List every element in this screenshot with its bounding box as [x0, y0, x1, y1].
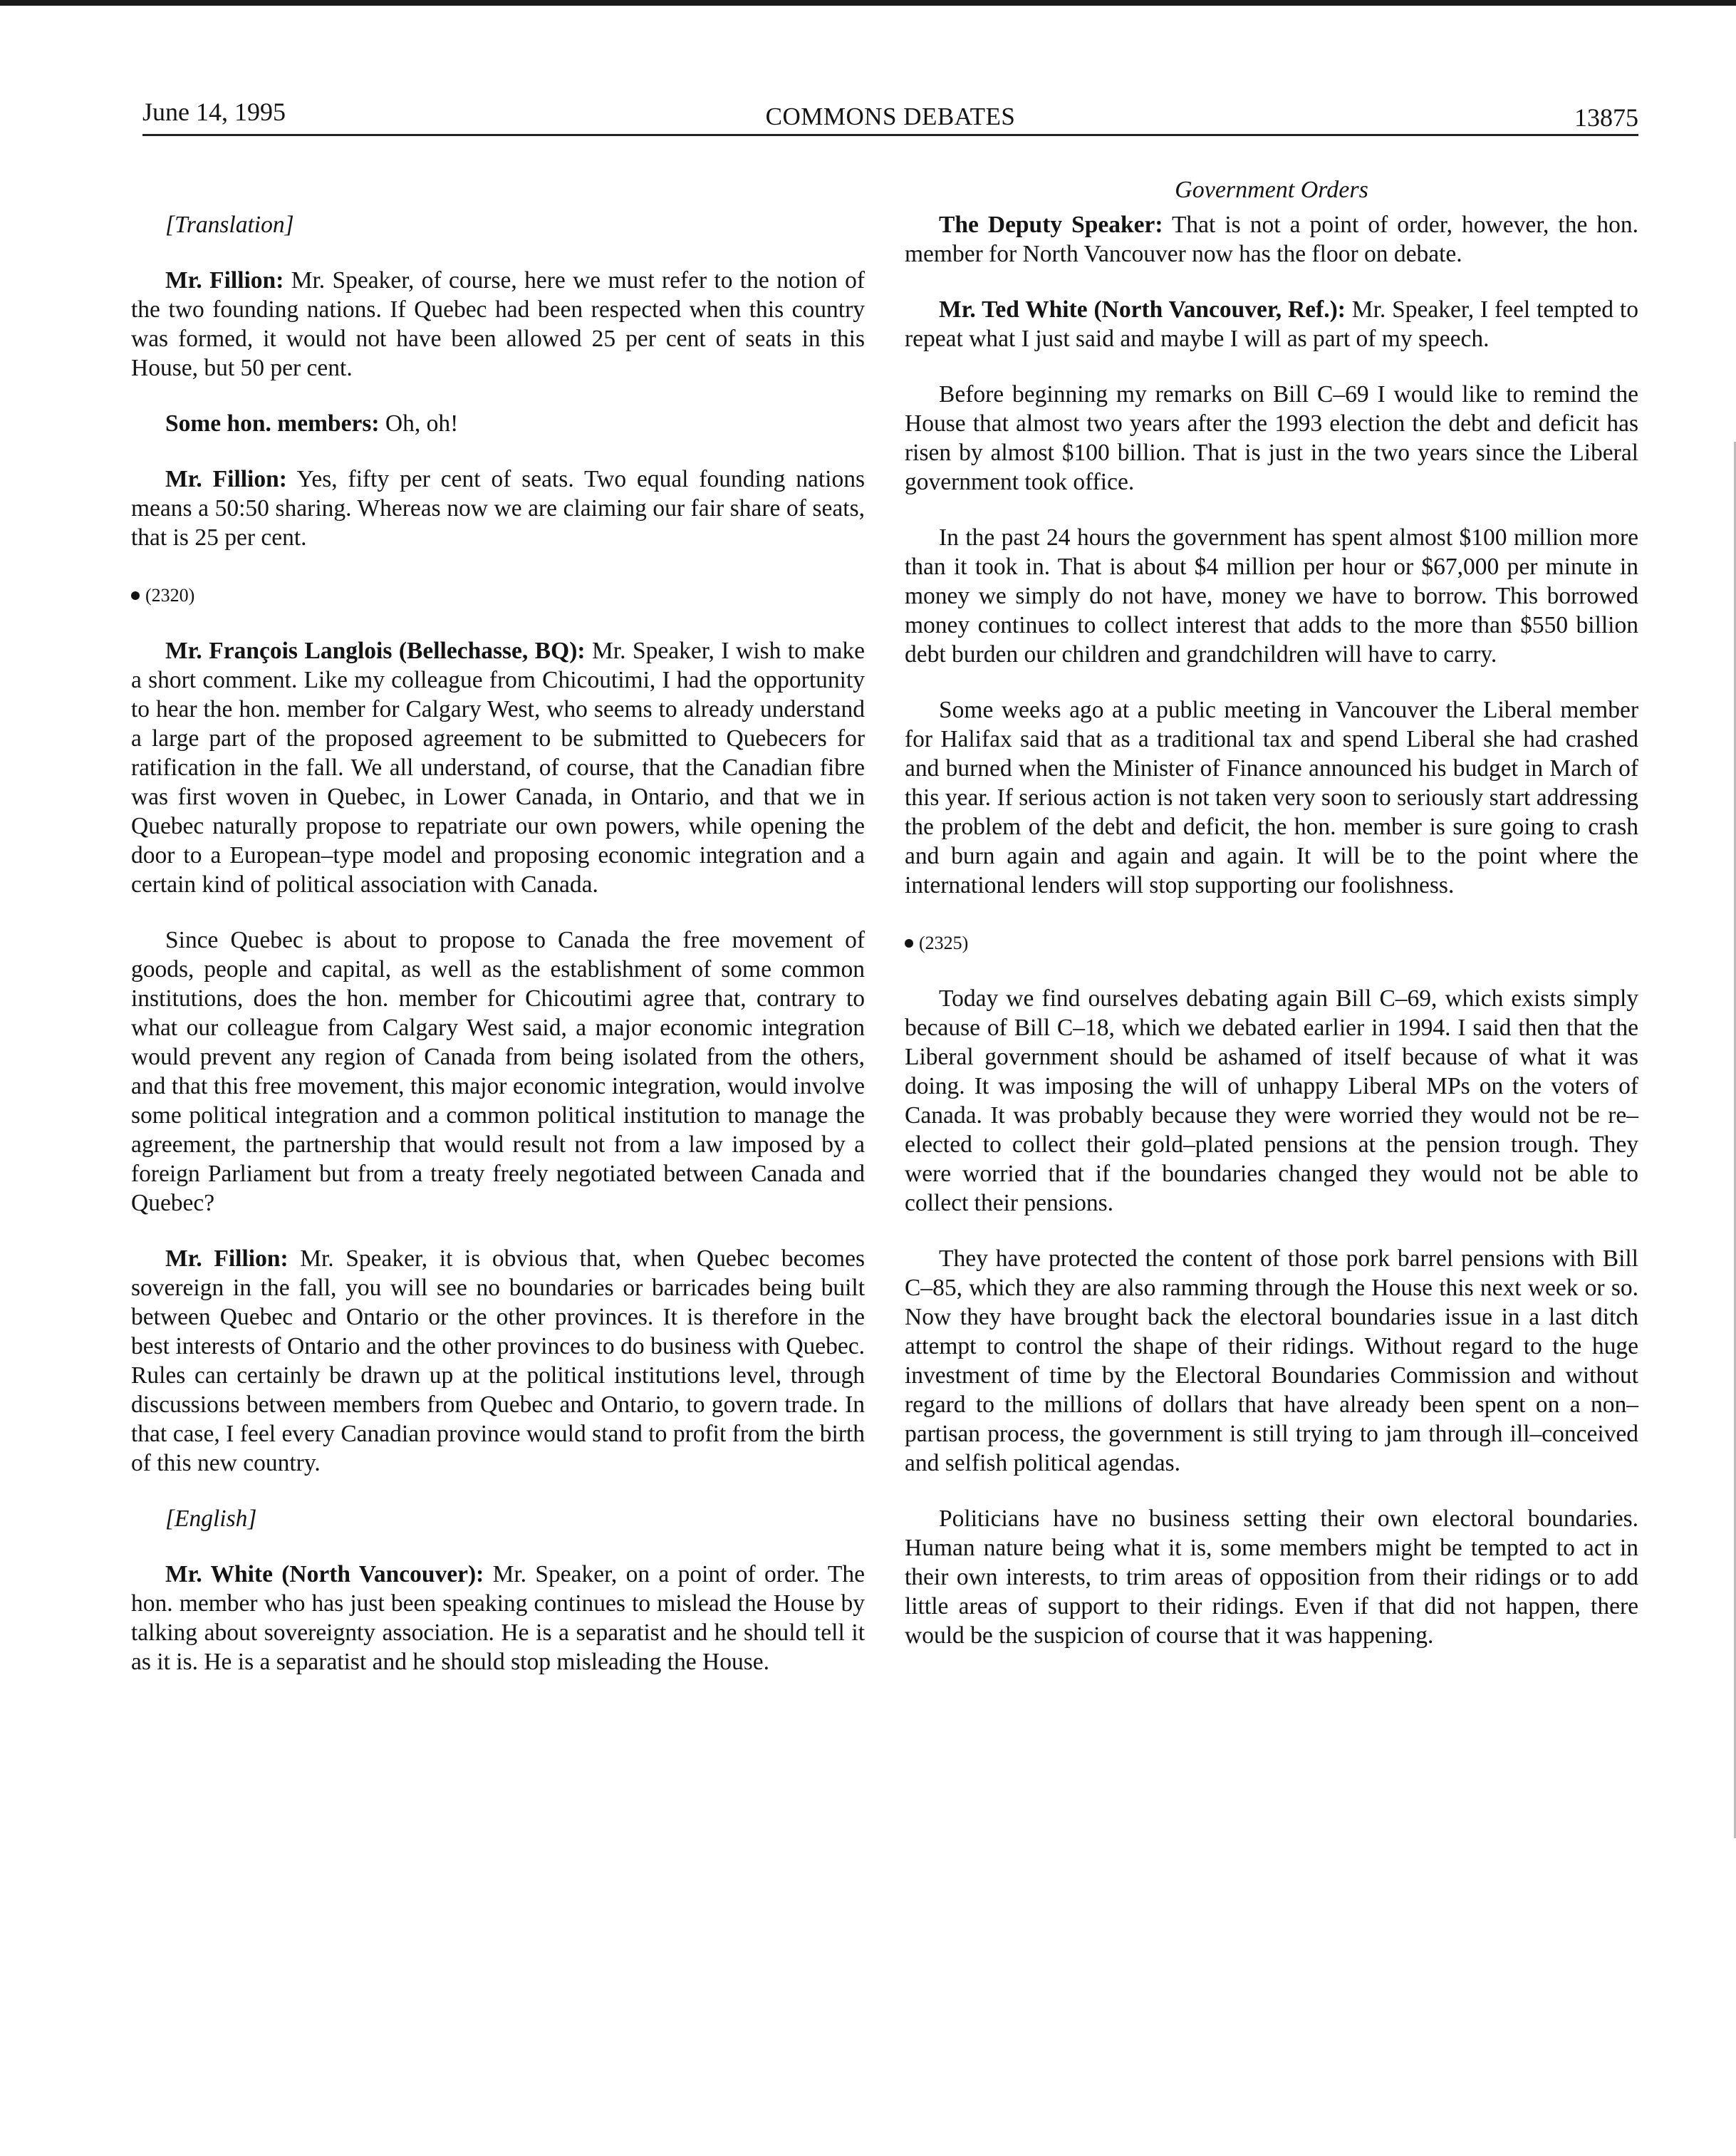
speech-paragraph [131, 465, 865, 552]
time-marker-text: (2325) [919, 933, 969, 953]
paragraph-text: Mr. Speaker, on a point of order. The hon. member who has just been speaking continues to mislead the House by talking about sovereignty association. He is a separatist and he should tell it as it is. He is a separatist and he should stop misleading the House. [131, 1561, 865, 1675]
paragraph [905, 1504, 1638, 1650]
paragraph-text: Since Quebec is about to propose to Canada the free movement of goods, people and capital, as well as the establishment of some common institutions, does the hon. member for Chicoutimi agree that, contrary to what our colleague from Calgary West said, a major economic integration would prevent any region of Canada from being isolated from the others, and that this free movement, this major economic integration, would involve some political integration and a common political institution to manage the agreement, the partnership that would result not from a law imposed by a foreign Parliament but from a treaty freely negotiated between Canada and Quebec? [131, 927, 865, 1216]
paragraph-text: They have protected the content of those pork barrel pensions with Bill C–85, which they are also ramming through the House this next week or so. Now they have brought back the electoral boundaries issue in a last ditch attempt to control the shape of their ridings. Without regard to the huge investment of time by the Electoral Boundaries Commission and without regard to the millions of dollars that have already been spent on a non–partisan process, the government is still trying to jam through ill–conceived and selfish political agendas. [905, 1245, 1638, 1476]
speech-paragraph [131, 409, 865, 438]
paragraph [905, 380, 1638, 497]
right-column [905, 210, 1638, 1650]
paragraph-text: Politicians have no business setting their own electoral boundaries. Human nature being what it is, some members might be tempted to act in their own interests, to trim areas of opposition from their ridings or to add little areas of support to their ridings. Even if that did not happen, there would be the suspicion of course that it was happening. [905, 1505, 1638, 1649]
language-tag: [Translation] [165, 212, 294, 238]
language-tag: [English] [165, 1505, 257, 1532]
header-title: COMMONS DEBATES [765, 103, 1016, 130]
speaker-name: Some hon. members: [165, 410, 380, 437]
time-marker [131, 581, 865, 610]
paragraph-text: Mr. Speaker, I wish to make a short comment. Like my colleague from Chicoutimi, I had the opportunity to hear the hon. member for Calgary West, who seems to already understand a large part of the proposed agreement to be submitted to Quebecers for ratification in the fall. We all understand, of course, that the Canadian fibre was first woven in Quebec, in Lower Canada, in Ontario, and that we in Quebec naturally propose to repatriate our own powers, while opening the door to a European–type model and proposing economic integration and a certain kind of political association with Canada. [131, 638, 865, 898]
speech-paragraph [131, 266, 865, 383]
speech-paragraph [131, 1244, 865, 1478]
speech-paragraph [131, 1560, 865, 1676]
speaker-name: Mr. White (North Vancouver): [165, 1561, 484, 1587]
speaker-name: Mr. Ted White (North Vancouver, Ref.): [939, 296, 1346, 323]
left-column [131, 210, 865, 1676]
paragraph-text: Today we find ourselves debating again Bill C–69, which exists simply because of Bill C–18, which we debated earlier in 1994. I said then that the Liberal government should be ashamed of itself because of what it was doing. It was imposing the will of unhappy Liberal MPs on the voters of Canada. It was probably because they were worried they would not be re–elected to collect their gold–plated pensions at the pension trough. They were worried that if the boundaries changed they would not be able to collect their pensions. [905, 985, 1638, 1216]
time-marker-text: (2320) [145, 585, 195, 606]
speaker-name: The Deputy Speaker: [939, 212, 1163, 238]
scan-top-edge [0, 0, 1736, 6]
paragraph-text: Before beginning my remarks on Bill C–69 I would like to remind the House that almost two years after the 1993 election the debt and deficit has risen by almost $100 billion. That is just in the two years since the Liberal government took office. [905, 381, 1638, 495]
bullet-icon [131, 591, 140, 600]
time-marker [905, 928, 1638, 958]
paragraph-text: Oh, oh! [379, 410, 459, 437]
paragraph-text: Some weeks ago at a public meeting in Vancouver the Liberal member for Halifax said that as a traditional tax and spend Liberal she had crashed and burned when the Minister of Finance announced his budget in March of this year. If serious action is not taken very soon to seriously start addressing the problem of the debt and deficit, the hon. member is sure going to crash and burn again and again and again. It will be to the point where the international lenders will stop supporting our foolishness. [905, 697, 1638, 898]
paragraph [905, 695, 1638, 900]
paragraph-text: Mr. Speaker, of course, here we must refer to the notion of the two founding nations. If Quebec had been respected when this country was formed, it would not have been allowed 25 per cent of seats in this House, but 50 per cent. [131, 267, 865, 381]
bullet-icon [905, 939, 913, 948]
speaker-name: Mr. Fillion: [165, 1245, 289, 1272]
speaker-name: Mr. Fillion: [165, 267, 284, 294]
paragraph-text: Mr. Speaker, it is obvious that, when Quebec becomes sovereign in the fall, you will see no boundaries or barricades being built between Quebec and Ontario or the other provinces. It is therefore in the best interests of Ontario and the other provinces to do business with Quebec. Rules can certainly be drawn up at the political institutions level, through discussions between members from Quebec and Ontario, to govern trade. In that case, I feel every Canadian province would stand to profit from the birth of this new country. [131, 1245, 865, 1476]
speech-paragraph [131, 636, 865, 899]
speaker-name: Mr. Fillion: [165, 466, 287, 492]
speech-paragraph [905, 210, 1638, 269]
paragraph [905, 1244, 1638, 1478]
section-title: Government Orders [1175, 177, 1368, 203]
speech-paragraph [905, 295, 1638, 353]
header-rule [142, 134, 1638, 136]
header-page-number: 13875 [1574, 103, 1638, 132]
paragraph-text: Mr. Speaker, I feel tempted to repeat what I just said and maybe I will as part of my speech. [905, 296, 1638, 352]
speaker-name: Mr. François Langlois (Bellechasse, BQ): [165, 638, 586, 664]
paragraph [905, 523, 1638, 669]
header-date: June 14, 1995 [142, 98, 286, 126]
paragraph [131, 926, 865, 1218]
paragraph [905, 984, 1638, 1218]
paragraph-text: That is not a point of order, however, the hon. member for North Vancouver now has the floor on debate. [905, 212, 1638, 267]
page-header [142, 91, 1638, 134]
paragraph-text: In the past 24 hours the government has spent almost $100 million more than it took in. That is about $4 million per hour or $67,000 per minute in money we simply do not have, money we have to borrow. This borrowed money continues to collect interest that adds to the more than $550 billion debt burden our children and grandchildren will have to carry. [905, 524, 1638, 668]
paragraph-text: Yes, fifty per cent of seats. Two equal founding nations means a 50:50 sharing. Whereas now we are claiming our fair share of seats, that is 25 per cent. [131, 466, 865, 551]
